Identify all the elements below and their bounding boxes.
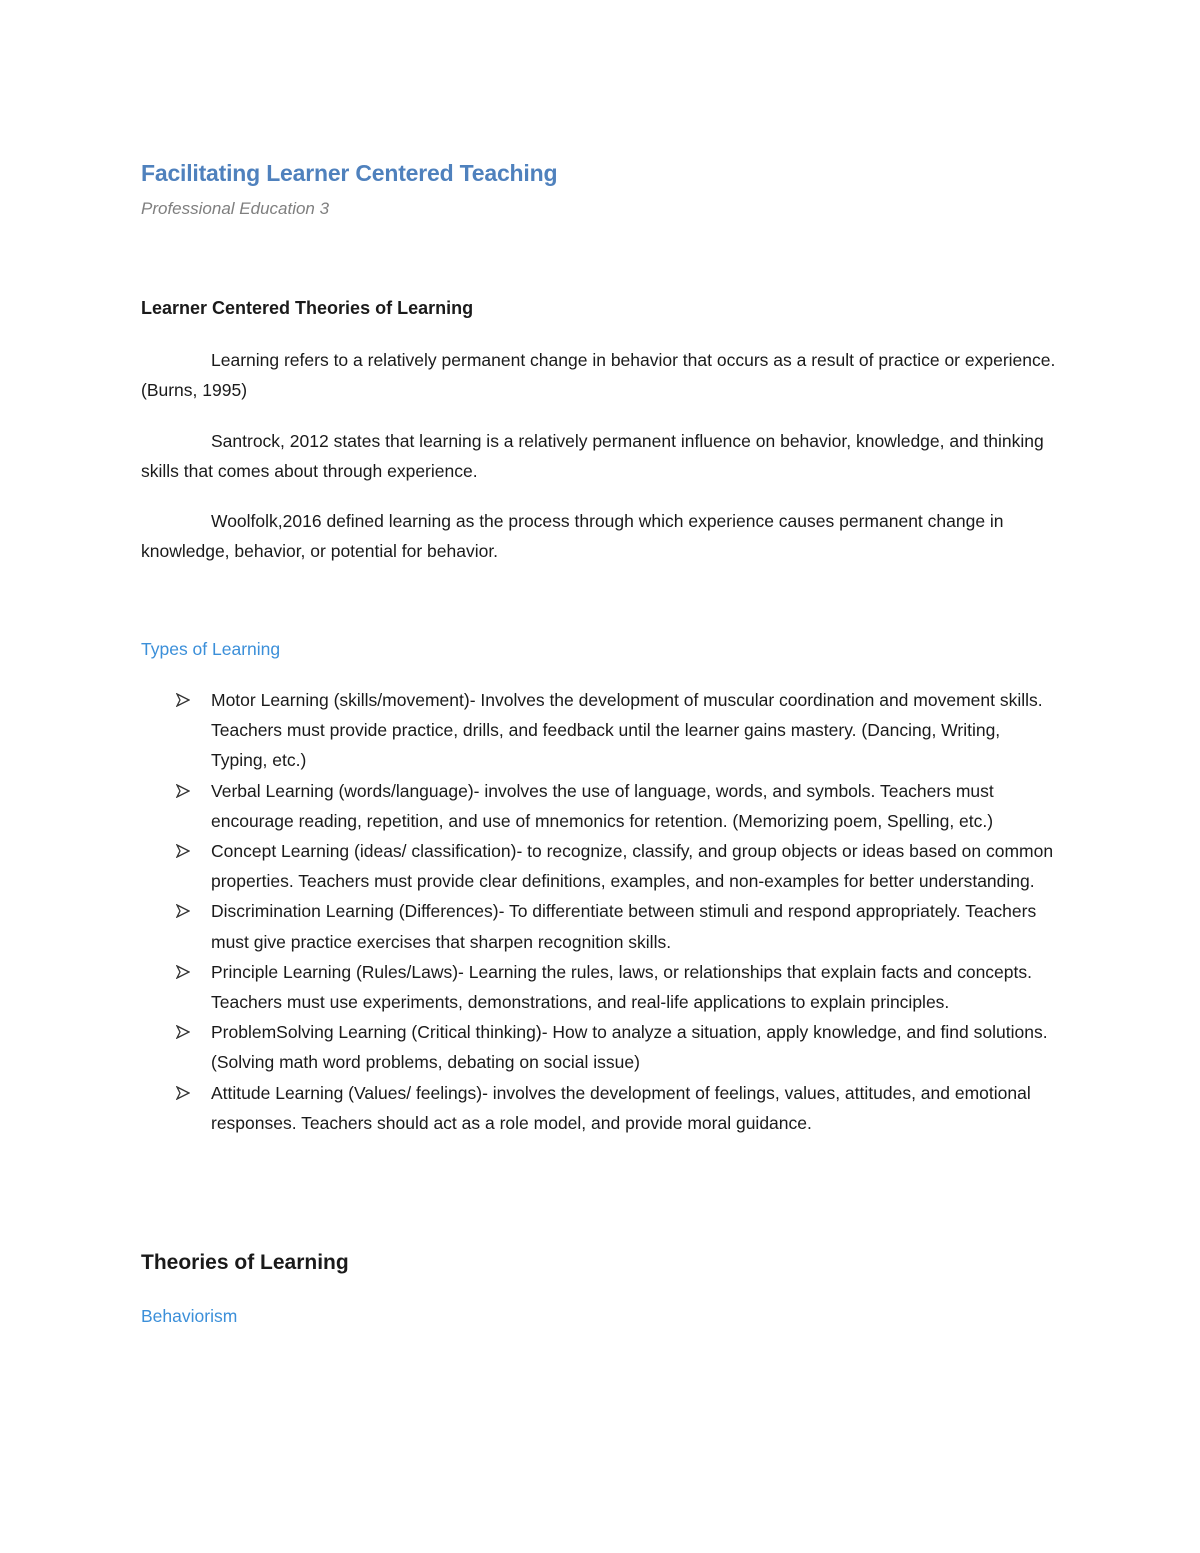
arrow-bullet-icon — [176, 965, 190, 979]
document-subtitle: Professional Education 3 — [141, 199, 330, 218]
arrow-bullet-icon — [176, 1086, 190, 1100]
list-item-concept-learning — [141, 836, 1061, 896]
paragraph-santrock-definition: Santrock, 2012 states that learning is a relatively permanent influence on behavior, knowledge, and thinking skills that comes about through experience. — [141, 431, 1044, 481]
section-heading-theories-of-learning: Theories of Learning — [141, 1251, 349, 1274]
paragraph-burns-definition: Learning refers to a relatively permanent change in behavior that occurs as a result of practice or experience. (Burns, 1995) — [141, 350, 1056, 400]
list-item-text: Motor Learning (skills/movement)- Involves the development of muscular coordination and movement skills. Teachers must provide practice, drills, and feedback until the learner gains mastery. (Dancing, Writing, Typing, etc.) — [211, 690, 1043, 771]
list-item-verbal-learning — [141, 776, 1061, 836]
list-item-text: Discrimination Learning (Differences)- To differentiate between stimuli and respond appropriately. Teachers must give practice exercises that sharpen recognition skills. — [211, 901, 1037, 952]
list-item-problem-solving-learning — [141, 1017, 1061, 1077]
section-heading-learner-centered-theories: Learner Centered Theories of Learning — [141, 298, 474, 318]
arrow-bullet-icon — [176, 904, 190, 918]
subheading-types-of-learning: Types of Learning — [141, 639, 281, 659]
list-item-text: Principle Learning (Rules/Laws)- Learning the rules, laws, or relationships that explain facts and concepts. Teachers must use experiments, demonstrations, and real-life applications to explain principles. — [211, 961, 1032, 1013]
list-item-text: ProblemSolving Learning (Critical thinking)- How to analyze a situation, apply knowledge, and find solutions. (Solving math word problems, debating on social issue) — [211, 1022, 1048, 1073]
list-item-attitude-learning — [141, 1078, 1061, 1138]
list-item-text: Attitude Learning (Values/ feelings)- involves the development of feelings, values, attitudes, and emotional responses. Teachers should act as a role model, and provide moral guidance. — [211, 1082, 1031, 1133]
arrow-bullet-icon — [176, 1025, 190, 1039]
types-of-learning-list — [141, 685, 1061, 1138]
paragraph-woolfolk-definition: Woolfolk,2016 defined learning as the process through which experience causes permanent change in knowledge, behavior, or potential for behavior. — [141, 511, 1004, 561]
list-item-discrimination-learning — [141, 896, 1061, 956]
arrow-bullet-icon — [176, 693, 190, 707]
list-item-principle-learning — [141, 957, 1061, 1017]
list-item-text: Concept Learning (ideas/ classification)- to recognize, classify, and group objects or ideas based on common properties. Teachers must provide clear definitions, examples, and non-examples for better understanding. — [211, 841, 1054, 892]
arrow-bullet-icon — [176, 784, 190, 798]
subheading-behaviorism: Behaviorism — [141, 1306, 238, 1326]
list-item-text: Verbal Learning (words/language)- involves the use of language, words, and symbols. Teachers must encourage reading, repetition, and use of mnemonics for retention. (Memorizing poem, Spelling, etc.) — [211, 780, 994, 831]
arrow-bullet-icon — [176, 844, 190, 858]
document-title: Facilitating Learner Centered Teaching — [141, 160, 558, 186]
list-item-motor-learning — [141, 685, 1061, 776]
